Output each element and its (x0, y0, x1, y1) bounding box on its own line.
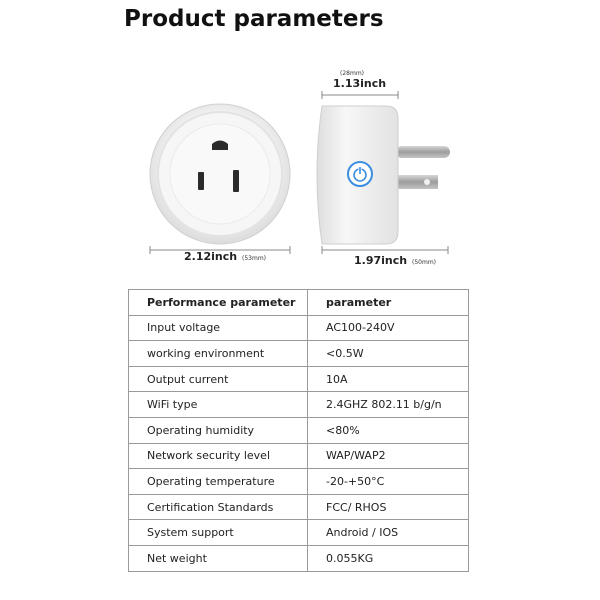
row-label: Operating temperature (129, 469, 308, 495)
diameter-inch-label: 2.12inch (184, 250, 238, 263)
length-dimension-line (322, 246, 448, 254)
table-row (129, 315, 469, 341)
row-value: FCC/ RHOS (308, 494, 469, 520)
row-value: <80% (308, 417, 469, 443)
header-parameter: parameter (308, 290, 469, 316)
table-row (129, 417, 469, 443)
table-row (129, 443, 469, 469)
left-slot (198, 172, 204, 190)
row-value: 0.055KG (308, 545, 469, 571)
row-value: WAP/WAP2 (308, 443, 469, 469)
row-label: Output current (129, 366, 308, 392)
length-mm-label: (50mm) (412, 259, 437, 266)
page-title: Product parameters (124, 6, 384, 32)
table-row (129, 520, 469, 546)
row-label: Net weight (129, 545, 308, 571)
depth-dimension-line (322, 91, 398, 99)
diameter-mm-label: (53mm) (242, 255, 267, 262)
row-value: AC100-240V (308, 315, 469, 341)
plug-side-view (317, 106, 450, 244)
row-label: Operating humidity (129, 417, 308, 443)
row-value: 10A (308, 366, 469, 392)
depth-mm-label: (28mm) (340, 70, 365, 77)
flat-prong (396, 175, 438, 189)
table-row (129, 341, 469, 367)
right-slot (233, 170, 239, 192)
product-illustration (0, 0, 600, 280)
row-label: Network security level (129, 443, 308, 469)
row-label: System support (129, 520, 308, 546)
ground-prong (396, 146, 450, 158)
row-label: working environment (129, 341, 308, 367)
table-row (129, 545, 469, 571)
header-performance-parameter: Performance parameter (129, 290, 308, 316)
row-label: Certification Standards (129, 494, 308, 520)
plug-front-view (150, 104, 290, 244)
depth-inch-label: 1.13inch (333, 77, 387, 90)
row-label: WiFi type (129, 392, 308, 418)
row-value: Android / IOS (308, 520, 469, 546)
parameter-table (128, 289, 469, 572)
table-row (129, 366, 469, 392)
table-row (129, 392, 469, 418)
length-inch-label: 1.97inch (354, 254, 408, 267)
row-value: -20-+50°C (308, 469, 469, 495)
row-value: <0.5W (308, 341, 469, 367)
table-header-row (129, 290, 469, 316)
table-row (129, 494, 469, 520)
row-label: Input voltage (129, 315, 308, 341)
row-value: 2.4GHZ 802.11 b/g/n (308, 392, 469, 418)
table-row (129, 469, 469, 495)
